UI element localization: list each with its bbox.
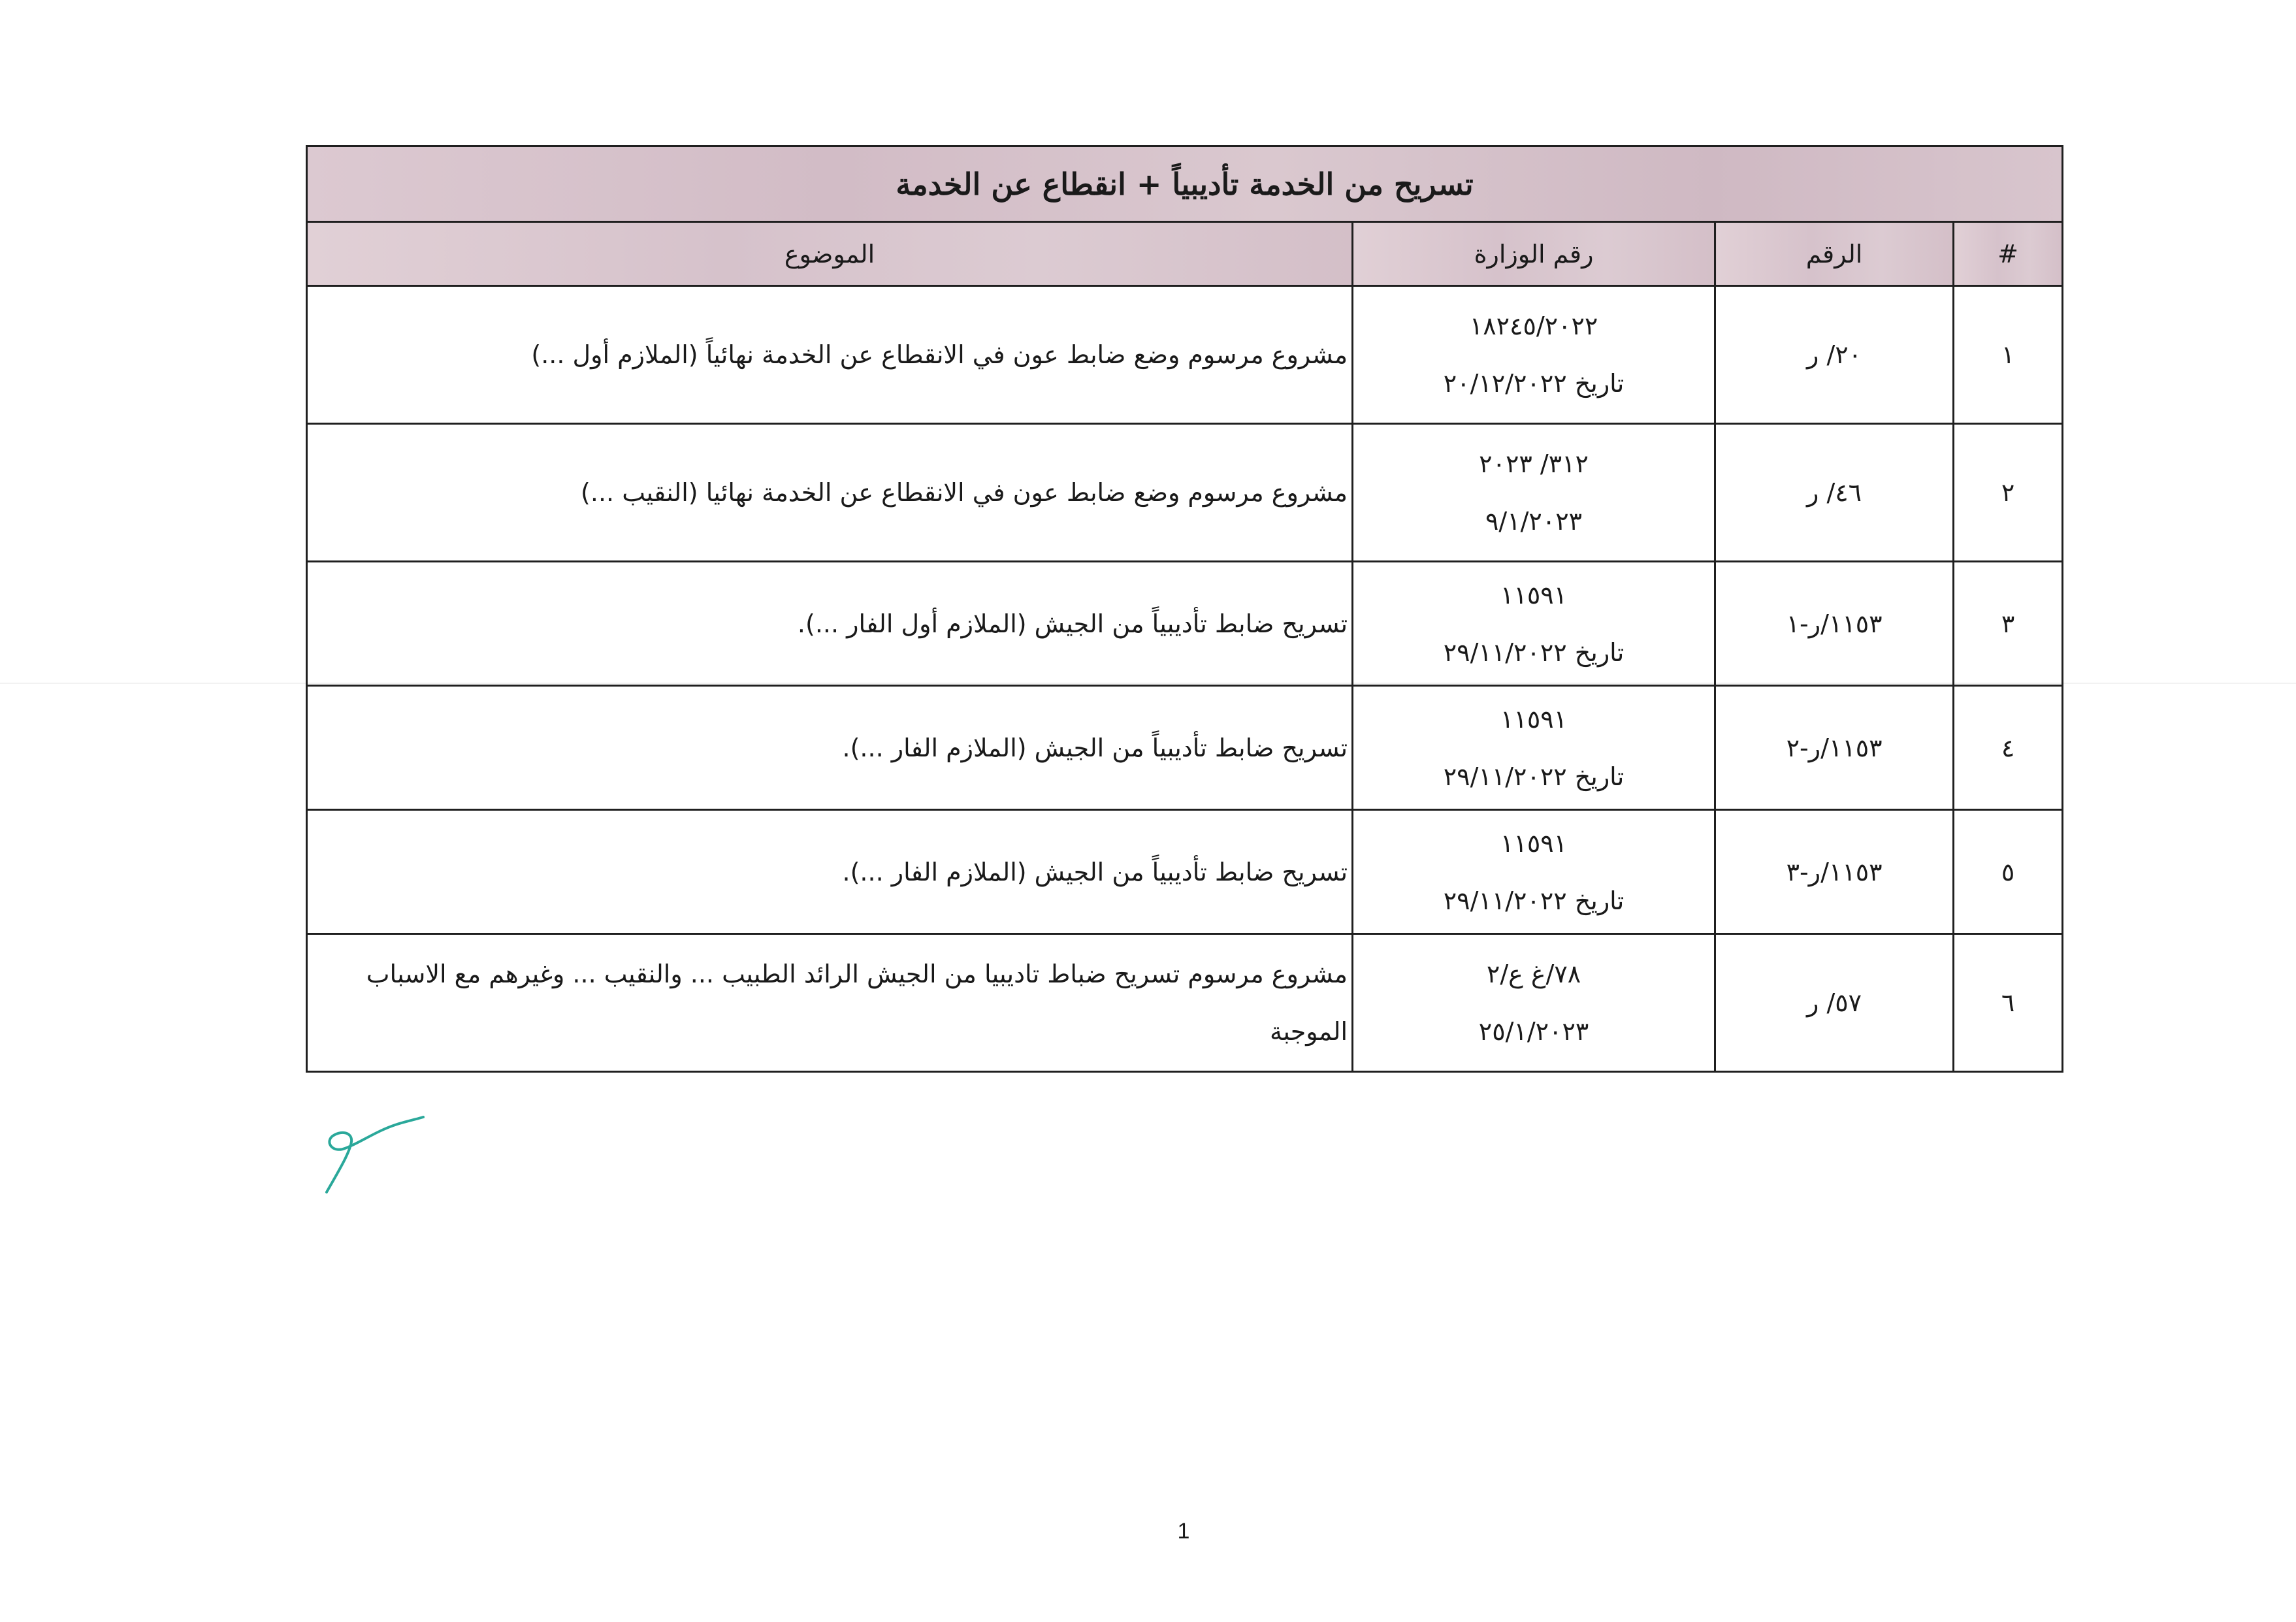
row-subject: تسريح ضابط تأديبياً من الجيش (الملازم أول الفار ...). [307,562,1353,686]
ministry-date: تاريخ ٢٠/١٢/٢٠٢٢ [1443,369,1625,398]
ministry-date: تاريخ ٢٩/١١/٢٠٢٢ [1443,638,1625,667]
row-index: ٢ [1954,424,2063,562]
ministry-ref: ٣١٢/ ٢٠٢٣ [1479,449,1589,478]
ministry-date: تاريخ ٢٩/١١/٢٠٢٢ [1443,762,1625,791]
row-index: ٤ [1954,686,2063,810]
row-subject: مشروع مرسوم وضع ضابط عون في الانقطاع عن الخدمة نهائيا (النقيب ...) [307,424,1353,562]
table-row [307,424,2063,562]
row-ministry-number [1353,934,1715,1072]
row-ministry-number [1353,686,1715,810]
header-ministry-number: رقم الوزارة [1353,222,1715,286]
ministry-ref: ١٨٢٤٥/٢٠٢٢ [1469,312,1598,340]
table-title: تسريح من الخدمة تأديبياً + انقطاع عن الخدمة [307,146,2063,222]
row-number: ١١٥٣/ر-٢ [1715,686,1954,810]
ministry-ref: ١١٥٩١ [1500,828,1568,858]
row-ministry-number [1353,286,1715,424]
row-number: ١١٥٣/ر-١ [1715,562,1954,686]
document-table [306,145,2063,1073]
ministry-ref: ٧٨/غ ع/٢ [1486,960,1581,988]
table-row [307,562,2063,686]
row-index: ٦ [1954,934,2063,1072]
handwritten-signature [314,1091,444,1202]
row-number: ١١٥٣/ر-٣ [1715,810,1954,934]
row-number: ٢٠/ ر [1715,286,1954,424]
row-number: ٤٦/ ر [1715,424,1954,562]
header-hash: # [1954,222,2063,286]
row-ministry-number [1353,810,1715,934]
row-ministry-number [1353,424,1715,562]
table-row [307,286,2063,424]
row-ministry-number [1353,562,1715,686]
ministry-date: تاريخ ٢٩/١١/٢٠٢٢ [1443,886,1625,915]
title-row [307,146,2063,222]
page-number: 1 [1177,1519,1190,1544]
header-number: الرقم [1715,222,1954,286]
table-row [307,934,2063,1072]
header-row [307,222,2063,286]
table-row [307,810,2063,934]
row-subject: تسريح ضابط تأديبياً من الجيش (الملازم الفار ...). [307,686,1353,810]
row-subject: تسريح ضابط تأديبياً من الجيش (الملازم الفار ...). [307,810,1353,934]
ministry-ref: ١١٥٩١ [1500,704,1568,734]
table-row [307,686,2063,810]
row-index: ١ [1954,286,2063,424]
row-index: ٣ [1954,562,2063,686]
header-subject: الموضوع [307,222,1353,286]
row-subject: مشروع مرسوم تسريح ضباط تاديبيا من الجيش الرائد الطبيب ... والنقيب ... وغيرهم مع الاسباب الموجبة [307,934,1353,1072]
row-number: ٥٧/ ر [1715,934,1954,1072]
ministry-ref: ١١٥٩١ [1500,580,1568,609]
ministry-date: ٩/١/٢٠٢٣ [1485,507,1583,536]
ministry-date: ٢٥/١/٢٠٢٣ [1478,1017,1589,1046]
row-subject: مشروع مرسوم وضع ضابط عون في الانقطاع عن الخدمة نهائياً (الملازم أول ...) [307,286,1353,424]
row-index: ٥ [1954,810,2063,934]
